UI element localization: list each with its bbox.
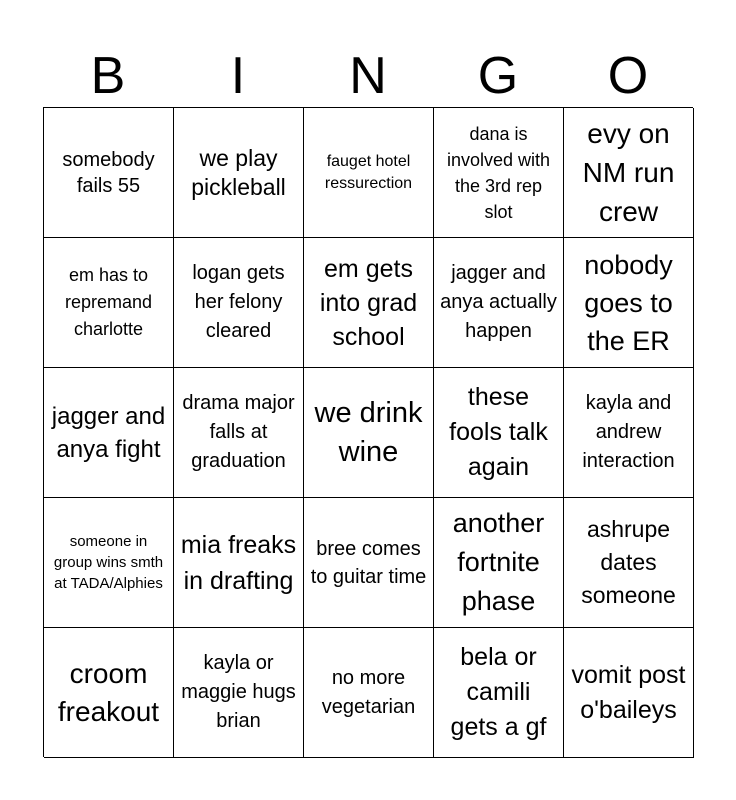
- cell-text: drama major falls at graduation: [182, 392, 295, 472]
- bingo-cell-r4c3[interactable]: [304, 498, 434, 628]
- cell-text: vomit post o'baileys: [571, 660, 686, 724]
- cell-text: kayla and andrew interaction: [582, 392, 675, 472]
- bingo-cell-r2c1[interactable]: [44, 238, 174, 368]
- cell-text: logan gets her felony cleared: [192, 262, 285, 342]
- bingo-cell-r2c2[interactable]: [174, 238, 304, 368]
- cell-text: we drink wine: [314, 396, 423, 468]
- bingo-cell-r3c4[interactable]: [434, 368, 564, 498]
- cell-text: another fortnite phase: [452, 508, 545, 616]
- bingo-cell-r2c4[interactable]: [434, 238, 564, 368]
- cell-text: jagger and anya fight: [51, 402, 166, 463]
- bingo-cell-r1c1[interactable]: [44, 108, 174, 238]
- cell-text: kayla or maggie hugs brian: [181, 652, 296, 732]
- cell-text: nobody goes to the ER: [584, 249, 673, 356]
- bingo-cell-r4c1[interactable]: [44, 498, 174, 628]
- cell-text: somebody fails 55: [62, 148, 155, 197]
- cell-text: fauget hotel ressurection: [324, 152, 413, 192]
- bingo-cell-r3c2[interactable]: [174, 368, 304, 498]
- bingo-cell-r4c5[interactable]: [564, 498, 694, 628]
- bingo-cell-r3c5[interactable]: [564, 368, 694, 498]
- bingo-cell-r1c4[interactable]: [434, 108, 564, 238]
- bingo-cell-r2c3[interactable]: [304, 238, 434, 368]
- bingo-cell-r5c2[interactable]: [174, 628, 304, 758]
- cell-text: mia freaks in drafting: [180, 530, 297, 595]
- header-letter-o: O: [607, 47, 649, 105]
- bingo-cell-r5c1[interactable]: [44, 628, 174, 758]
- cell-text: jagger and anya actually happen: [440, 262, 557, 342]
- bingo-cell-r1c2[interactable]: [174, 108, 304, 238]
- bingo-cell-r5c3[interactable]: [304, 628, 434, 758]
- bingo-board: [43, 107, 693, 757]
- cell-text: croom freakout: [57, 657, 160, 727]
- cell-text: ashrupe dates someone: [581, 516, 676, 608]
- cell-text: em has to repremand charlotte: [64, 265, 153, 339]
- cell-text: no more vegetarian: [321, 666, 416, 718]
- cell-text: bela or camili gets a gf: [450, 643, 547, 741]
- bingo-cell-r5c4[interactable]: [434, 628, 564, 758]
- bingo-cell-r2c5[interactable]: [564, 238, 694, 368]
- cell-text: dana is involved with the 3rd rep slot: [446, 123, 551, 222]
- cell-text: bree comes to guitar time: [310, 537, 427, 588]
- bingo-cell-r4c2[interactable]: [174, 498, 304, 628]
- header-letter-i: I: [230, 47, 246, 105]
- header-letter-n: N: [349, 47, 387, 105]
- cell-text: these fools talk again: [449, 383, 548, 481]
- cell-text: em gets into grad school: [319, 254, 418, 351]
- cell-text: evy on NM run crew: [582, 118, 675, 227]
- bingo-cell-r3c3[interactable]: [304, 368, 434, 498]
- bingo-cell-r5c5[interactable]: [564, 628, 694, 758]
- bingo-cell-r3c1[interactable]: [44, 368, 174, 498]
- header-letter-g: G: [477, 47, 519, 105]
- header-letter-b: B: [90, 47, 126, 105]
- bingo-header: [43, 46, 693, 106]
- bingo-cell-r4c4[interactable]: [434, 498, 564, 628]
- bingo-cell-r1c3[interactable]: [304, 108, 434, 238]
- cell-text: we play pickleball: [191, 144, 286, 200]
- cell-text: someone in group wins smth at TADA/Alphies: [53, 533, 164, 592]
- bingo-cell-r1c5[interactable]: [564, 108, 694, 238]
